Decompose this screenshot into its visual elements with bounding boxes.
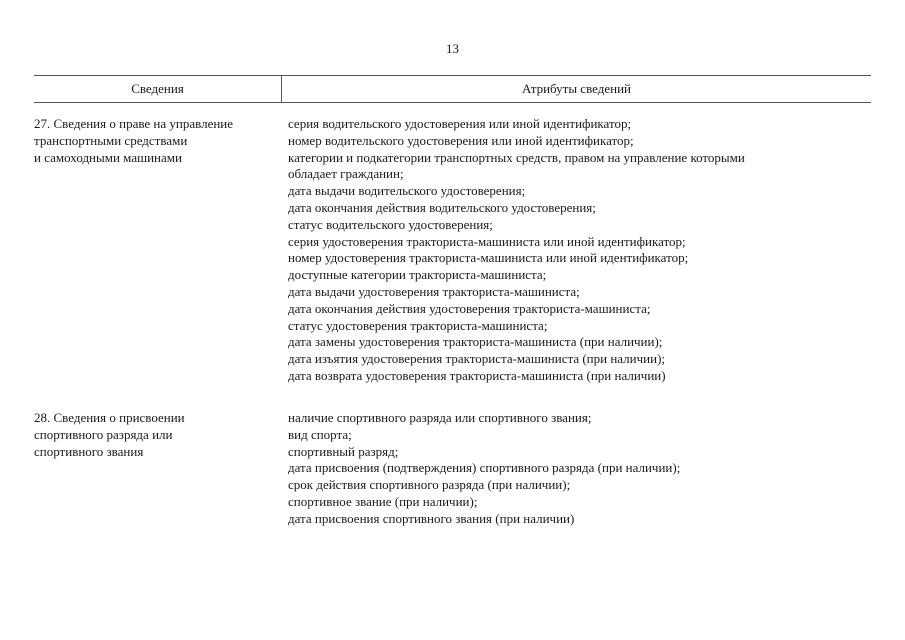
table-row <box>34 410 871 540</box>
row-attributes-cell <box>288 116 871 385</box>
attribute-line: срок действия спортивного разряда (при наличии); <box>288 477 571 493</box>
row-title-line: транспортными средствами <box>34 132 188 148</box>
attribute-line: наличие спортивного разряда или спортивного звания; <box>288 410 592 425</box>
attribute-line: спортивное звание (при наличии); <box>288 493 478 509</box>
data-table <box>34 75 871 540</box>
attribute-line: вид спорта; <box>288 426 352 442</box>
attribute-line: дата присвоения (подтверждения) спортивного разряда (при наличии); <box>288 460 681 476</box>
attribute-line: дата изъятия удостоверения тракториста-машиниста (при наличии); <box>288 351 666 367</box>
attribute-line: серия удостоверения тракториста-машиниста или иной идентификатор; <box>288 233 686 249</box>
header-cell-attributes: Атрибуты сведений <box>521 81 631 96</box>
attribute-line: дата замены удостоверения тракториста-машиниста (при наличии); <box>288 334 663 350</box>
table-row <box>34 116 871 392</box>
attribute-line: номер удостоверения тракториста-машиниста или иной идентификатор; <box>288 250 689 266</box>
table-header-row <box>34 75 871 103</box>
row-title-line: спортивного звания <box>34 443 144 459</box>
attribute-line: статус водительского удостоверения; <box>288 216 493 232</box>
attribute-line: доступные категории тракториста-машиниста; <box>288 267 547 283</box>
attribute-line: спортивный разряд; <box>288 443 399 459</box>
attribute-line: категории и подкатегории транспортных средств, правом на управление которыми <box>288 149 745 165</box>
attribute-line: дата возврата удостоверения тракториста-машиниста (при наличии) <box>288 367 666 383</box>
attribute-line: обладает гражданин; <box>288 166 404 182</box>
row-title-line: 28. Сведения о присвоении <box>34 410 185 425</box>
row-title-line: 27. Сведения о праве на управление <box>34 116 234 131</box>
header-cell-svedeniya: Сведения <box>131 81 184 96</box>
row-attributes-cell <box>288 410 871 528</box>
row-title-line: спортивного разряда или <box>34 426 173 442</box>
attribute-line: серия водительского удостоверения или иной идентификатор; <box>288 116 632 131</box>
attribute-line: дата выдачи удостоверения тракториста-машиниста; <box>288 283 580 299</box>
attribute-line: дата окончания действия удостоверения тракториста-машиниста; <box>288 300 651 316</box>
attribute-line: дата окончания действия водительского удостоверения; <box>288 199 596 215</box>
attribute-line: номер водительского удостоверения или иной идентификатор; <box>288 132 634 148</box>
page-number: 13 <box>446 41 459 56</box>
row-title-line: и самоходными машинами <box>34 149 182 165</box>
row-title-cell <box>34 410 274 460</box>
attribute-line: статус удостоверения тракториста-машиниста; <box>288 317 548 333</box>
attribute-line: дата выдачи водительского удостоверения; <box>288 183 526 199</box>
attribute-line: дата присвоения спортивного звания (при наличии) <box>288 510 575 526</box>
row-title-cell <box>34 116 274 166</box>
